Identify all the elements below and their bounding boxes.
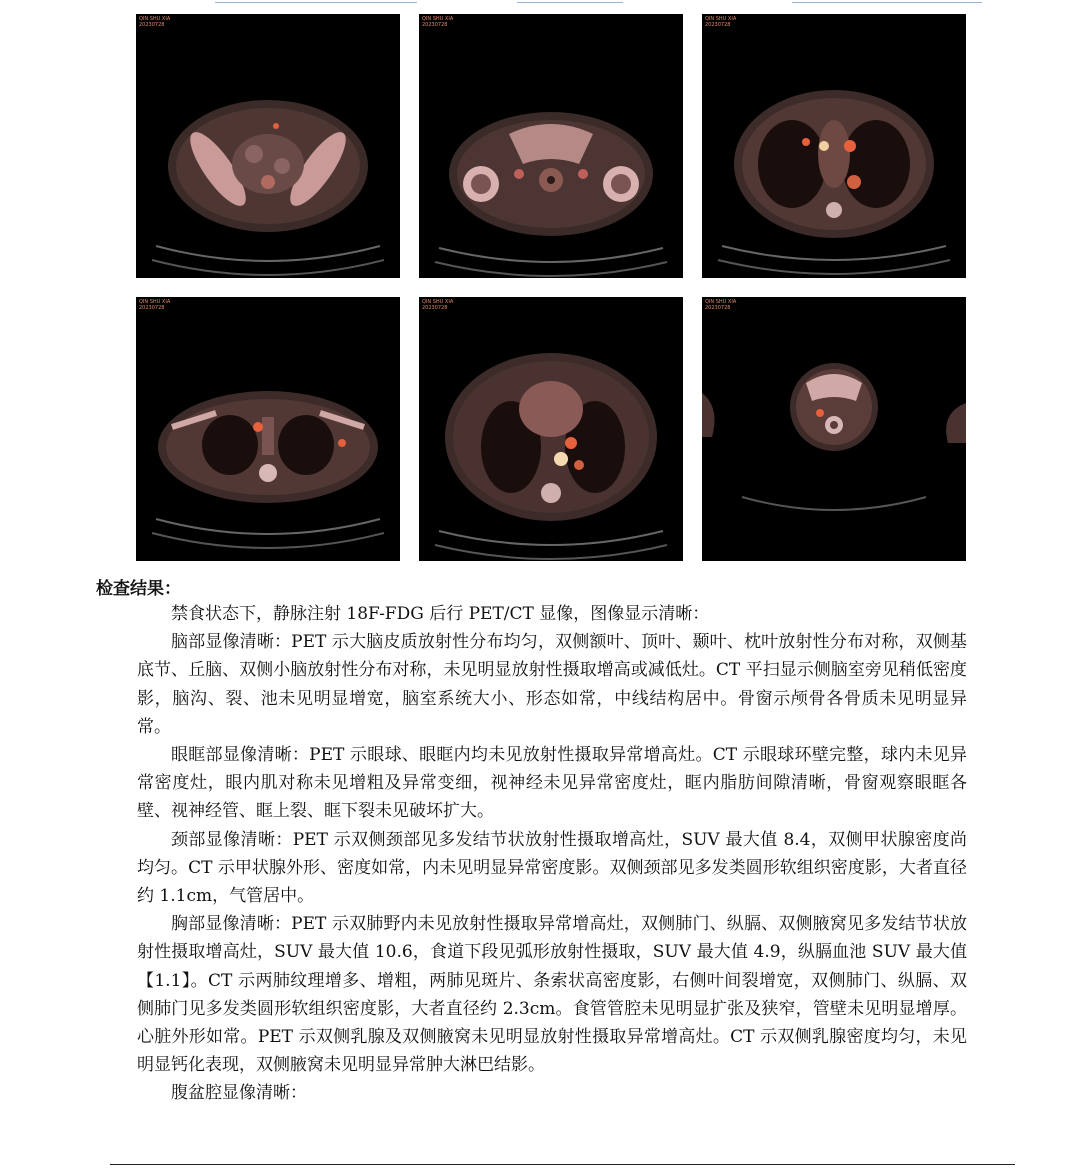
results-paragraph-intro: 禁食状态下，静脉注射 18F-FDG 后行 PET/CT 显像，图像显示清晰：	[171, 604, 710, 624]
scan-image-hip	[419, 14, 683, 278]
results-paragraph-abdomen: 腹盆腔显像清晰：	[171, 1083, 307, 1104]
upper-chest-scan-graphic	[136, 297, 400, 561]
heart-scan-graphic	[419, 297, 683, 561]
results-paragraph-chest: 胸部显像清晰：PET 示双肺野内未见放射性摄取异常增高灶，双侧肺门、纵膈、双侧腋窝见多发结节状放射性摄取增高灶，SUV 最大值 10.6，食道下段见弧形放射性摄取，SUV 最大值 4.9，纵膈血池 SUV 最大值【1.1】。CT 示两肺纹理增多、增粗，两肺见斑片、条索状高密度影，右侧叶间裂增宽，双侧肺门、纵膈、双侧肺门见多发类圆形软组织密度影，大者直径约 2.3cm。食管管腔未见明显扩张及狭窄，管壁未见明显增厚。心脏外形如常。PET 示双侧乳腺及双侧腋窝未见明显放射性摄取异常增高灶。CT 示双侧乳腺密度均匀，未见明显钙化表现，双侧腋窝未见明显异常肿大淋巴结影。	[137, 914, 967, 1076]
bottom-divider	[110, 1164, 1015, 1165]
neck-scan-graphic	[702, 297, 966, 561]
scan-image-pelvis	[136, 14, 400, 278]
scan-label: QIN SHU XIA 20230728	[139, 16, 171, 28]
results-body	[137, 600, 967, 1108]
top-divider-3	[792, 2, 982, 3]
top-divider-1	[215, 2, 417, 3]
scan-image-mediastinum	[702, 14, 966, 278]
results-paragraph-brain: 脑部显像清晰：PET 示大脑皮质放射性分布均匀，双侧额叶、顶叶、颞叶、枕叶放射性分布对称，双侧基底节、丘脑、双侧小脑放射性分布对称，未见明显放射性摄取增高或减低灶。CT 平扫显示侧脑室旁见稍低密度影，脑沟、裂、池未见明显增宽，脑室系统大小、形态如常，中线结构居中。骨窗示颅骨各骨质未见明显异常。	[137, 632, 967, 737]
scan-image-upper-chest	[136, 297, 400, 561]
results-paragraph-neck: 颈部显像清晰：PET 示双侧颈部见多发结节状放射性摄取增高灶，SUV 最大值 8.4，双侧甲状腺密度尚均匀。CT 示甲状腺外形、密度如常，内未见明显异常密度影。双侧颈部见多发类圆形软组织密度影，大者直径约 1.1cm，气管居中。	[137, 829, 967, 907]
scan-label: QIN SHU XIA 20230728	[422, 299, 454, 311]
pelvis-scan-graphic	[136, 14, 400, 278]
results-paragraph-orbit: 眼眶部显像清晰：PET 示眼球、眼眶内均未见放射性摄取异常增高灶。CT 示眼球环壁完整，球内未见异常密度灶，眼内肌对称未见增粗及异常变细，视神经未见异常密度灶，眶内脂肪间隙清晰，骨窗观察眼眶各壁、视神经管、眶上裂、眶下裂未见破坏扩大。	[137, 745, 967, 822]
scan-label: QIN SHU XIA 20230728	[139, 299, 171, 311]
mediastinum-scan-graphic	[702, 14, 966, 278]
results-heading: 检查结果：	[96, 579, 181, 599]
scan-label: QIN SHU XIA 20230728	[705, 299, 737, 311]
scan-image-heart	[419, 297, 683, 561]
top-divider-2	[517, 2, 623, 3]
scan-label: QIN SHU XIA 20230728	[705, 16, 737, 28]
hip-scan-graphic	[419, 14, 683, 278]
scan-image-neck	[702, 297, 966, 561]
scan-label: QIN SHU XIA 20230728	[422, 16, 454, 28]
